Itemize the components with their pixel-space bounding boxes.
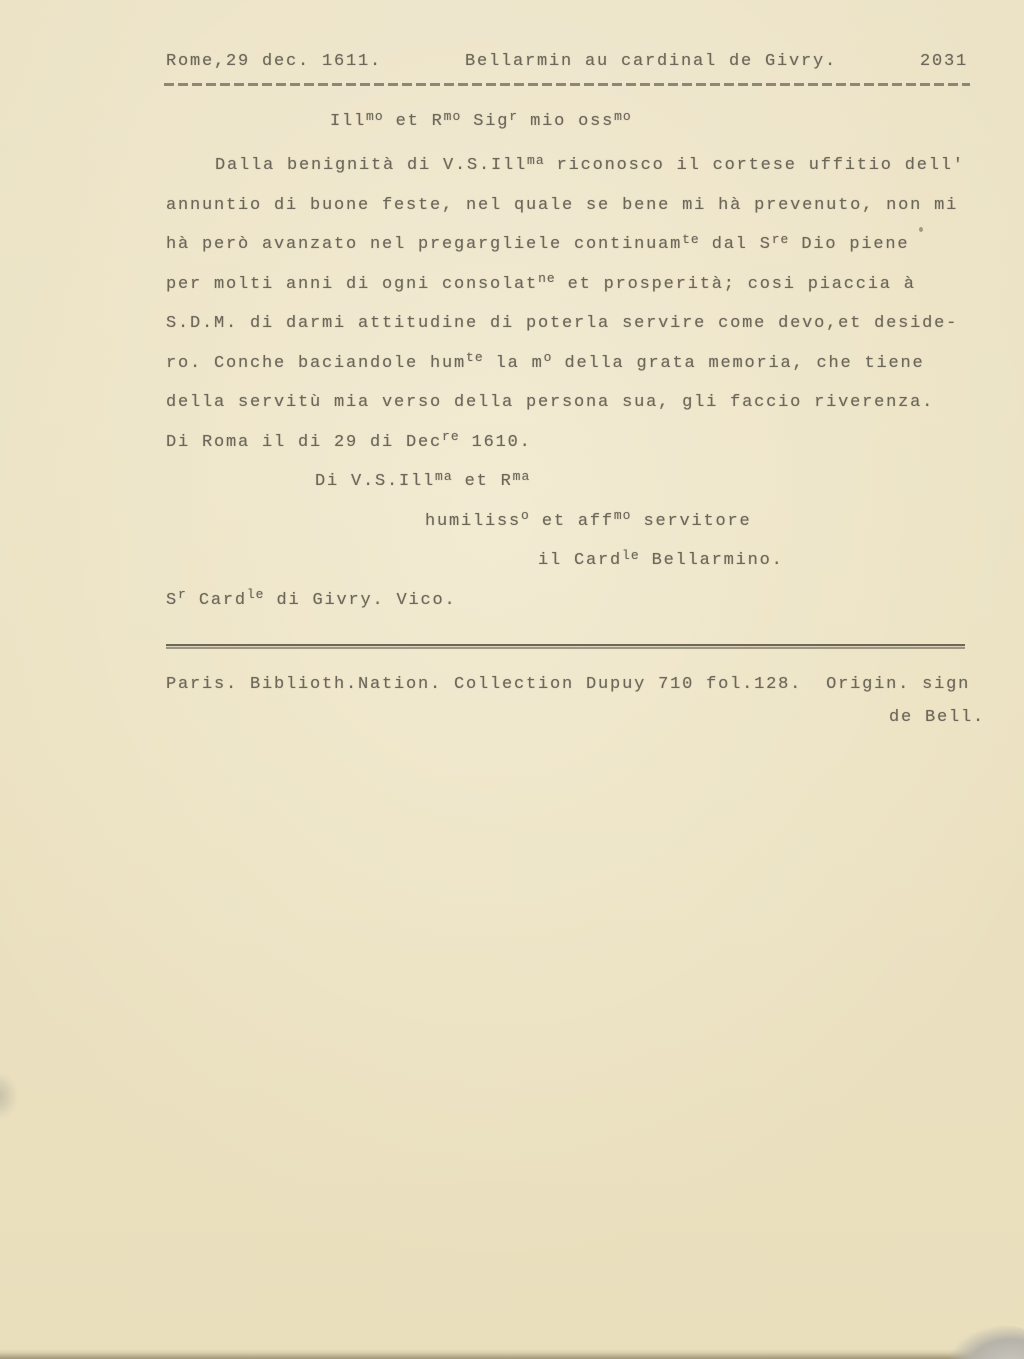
- scan-smudge: [0, 1072, 18, 1120]
- letter-line: hà però avanzato nel pregargliele continuam$^{te}$ dal $S^{re}$ Dio piene: [166, 231, 910, 254]
- page-corner-curl: [948, 1325, 1024, 1359]
- header-page-number: 2031: [919, 52, 968, 71]
- footer-source-continuation: de Bell.: [888, 708, 985, 727]
- page-bottom-edge-shadow: [0, 1349, 1024, 1359]
- letter-line: $S^r$ Card$^{le}$ di Givry. Vico.: [166, 587, 457, 610]
- footer-source: Paris. Biblioth.Nation. Collection Dupuy 710 fol.128. Origin. sign: [166, 675, 971, 694]
- header-separator-rule: [164, 83, 970, 86]
- footer-separator-rule: [166, 644, 965, 650]
- footer-source-block: [166, 668, 985, 734]
- letter-line: Di V.S.Ill$^{ma}$ et $R^{ma}$: [315, 468, 531, 491]
- letter-line: Dalla benignità di V.S.Ill$^{ma}$ riconosco il cortese uffitio dell': [215, 152, 965, 175]
- letter-line: annuntio di buone feste, nel quale se bene mi hà prevenuto, non mi: [166, 195, 959, 215]
- letter-salutation: Ill$^{mo}$ et $R^{mo}$ Sig$^r$ mio oss$^{mo}$: [330, 108, 632, 131]
- letter-line: della servitù mia verso della persona sua, gli faccio riverenza.: [166, 393, 935, 412]
- letter-line: il Card$^{le}$ Bellarmino.: [538, 547, 784, 570]
- letter-line: ro. Conche baciandole hum$^{te}$ la $m^o$ della grata memoria, che tiene: [166, 350, 925, 373]
- page-header: [166, 52, 968, 71]
- letter-line: S.D.M. di darmi attitudine di poterla servire come devo,et deside-: [166, 314, 959, 333]
- header-date: Rome,29 dec. 1611.: [166, 52, 383, 71]
- letter-line: humiliss$^o$ et aff$^{mo}$ servitore: [425, 508, 752, 531]
- ink-speck: [919, 227, 923, 232]
- header-title: Bellarmin au cardinal de Givry.: [464, 52, 838, 71]
- letter-line: Di Roma il di 29 di Dec$^{re}$ 1610.: [166, 429, 532, 452]
- letter-line: per molti anni di ogni consolat$^{ne}$ et prosperità; cosi piaccia à: [166, 271, 916, 294]
- letter-body: [166, 146, 984, 620]
